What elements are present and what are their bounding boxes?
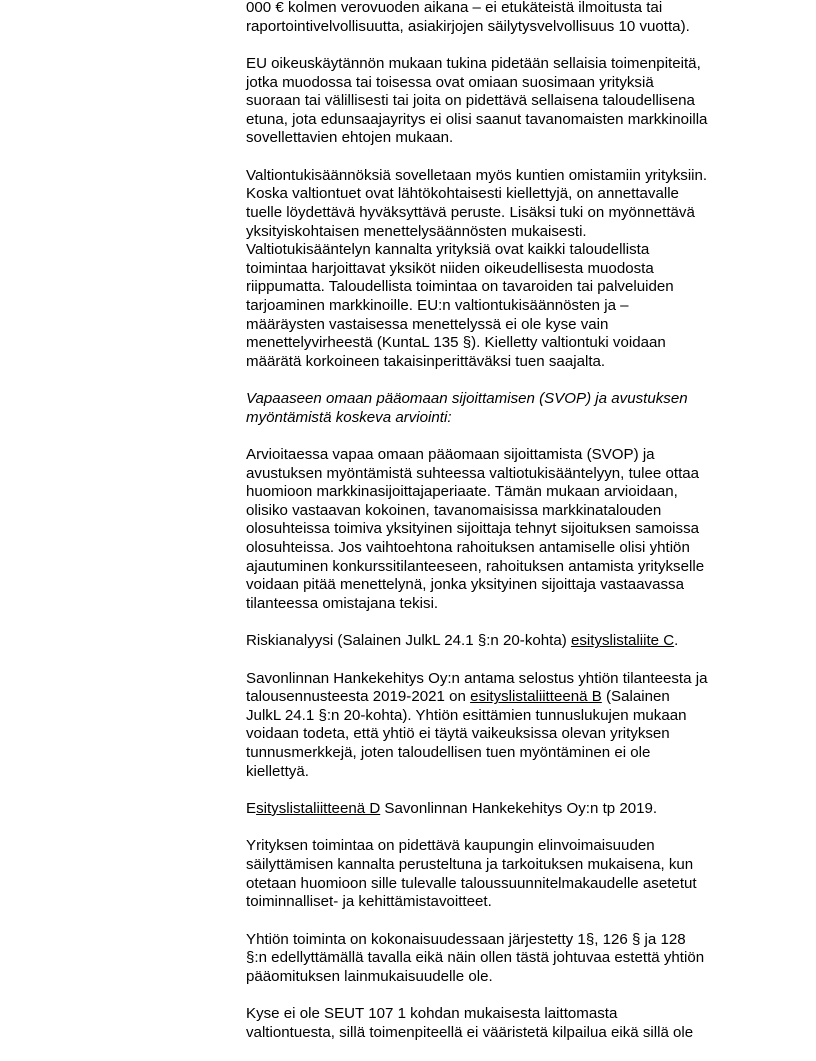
paragraph — [246, 632, 746, 651]
text-line: jotka muodossa tai toisessa ovat omiaan suosimaan yrityksiä — [246, 73, 654, 91]
text-line: Kyse ei ole SEUT 107 1 kohdan mukaisesta laittomasta — [246, 1005, 618, 1023]
text-line: Vapaaseen omaan pääomaan sijoittamisen (SVOP) ja avustuksen — [246, 390, 688, 408]
paragraph — [246, 931, 746, 987]
text-line: 000 € kolmen verovuoden aikana – ei etukäteistä ilmoitusta tai — [246, 0, 663, 16]
text-line: myöntämistä koskeva arviointi: — [246, 408, 452, 426]
text-line: valtiontuesta, sillä toimenpiteellä ei vääristetä kilpailua eikä sillä ole — [246, 1023, 694, 1041]
text-line: määräysten vastaisessa menettelyssä ei ole kyse vain — [246, 315, 609, 333]
document-page — [246, 0, 746, 1061]
text-line: menettelyvirheestä (KuntaL 135 §). Kielletty valtiontuki voidaan — [246, 334, 666, 352]
text-line: Valtiontukisäännöksiä sovelletaan myös kuntien omistamiin yrityksiin. — [246, 166, 708, 184]
text-segment: Riskianalyysi (Salainen JulkL 24.1 §:n 20-kohta) — [246, 632, 571, 650]
text-line: §:n edellyttämällä tavalla eikä näin ollen tästä johtuvaa estettä yhtiön — [246, 949, 705, 967]
text-line: tilanteessa omistajana tekisi. — [246, 594, 439, 612]
text-line: suoraan tai välillisesti tai joita on pidettävä sellaisena taloudellisena — [246, 92, 695, 110]
text-line: Arvioitaessa vapaa omaan pääomaan sijoittamista (SVOP) ja — [246, 446, 655, 464]
text-line: huomioon markkinasijoittajaperiaate. Tämän mukaan arvioidaan, — [246, 483, 678, 501]
text-line: raportointivelvollisuutta, asiakirjojen säilytysvelvollisuus 10 vuotta). — [246, 17, 690, 35]
paragraph — [246, 670, 746, 782]
text-line: JulkL 24.1 §:n 20-kohta). Yhtiön esittämien tunnuslukujen mukaan — [246, 706, 687, 724]
attachment-link[interactable]: sityslistaliitteenä D — [256, 799, 381, 817]
text-line: voidaan pitää menettelynä, jonka yksityinen sijoittaja vastaavassa — [246, 576, 684, 594]
text-line: toiminnalliset- ja kehittämistavoitteet. — [246, 893, 492, 911]
text-segment: Savonlinnan Hankekehitys Oy:n tp 2019. — [380, 799, 658, 817]
text-line: ajautuminen konkurssitilanteeseen, rahoituksen antamista yritykselle — [246, 557, 705, 575]
text-line: tunnusmerkkejä, joten taloudellisen tuen myöntäminen ei ole — [246, 743, 651, 761]
text-line: kiellettyä. — [246, 762, 309, 780]
paragraph — [246, 167, 746, 372]
text-line — [246, 800, 746, 819]
paragraph — [246, 446, 746, 613]
paragraph — [246, 55, 746, 148]
text-line: olisiko vastaavan kokoinen, tavanomaisissa markkinatalouden — [246, 501, 662, 519]
paragraph — [246, 800, 746, 819]
text-line: tarjoaminen markkinoille. EU:n valtiontukisäännösten ja – — [246, 296, 629, 314]
text-segment: . — [674, 632, 679, 650]
text-segment: talousennusteesta 2019-2021 on — [246, 688, 471, 706]
text-line — [246, 632, 746, 651]
text-line: olosuhteissa. Jos vaihtoehtona rahoituksen antamiselle olisi yhtiön — [246, 539, 690, 557]
text-segment: E — [246, 799, 257, 817]
text-line: Koska valtiontuet ovat lähtökohtaisesti kiellettyjä, on annettavalle — [246, 185, 679, 203]
text-line: olosuhteissa toimiva yksityinen sijoittaja tehnyt sijoituksen samoissa — [246, 520, 700, 538]
attachment-link[interactable]: esityslistaliite C — [570, 632, 675, 650]
text-line: sovellettavien ehtojen mukaan. — [246, 129, 454, 147]
text-line: Yhtiön toiminta on kokonaisuudessaan järjestetty 1§, 126 § ja 128 — [246, 930, 686, 948]
text-line — [246, 688, 746, 707]
text-line: avustuksen myöntämistä suhteessa valtiotukisääntelyyn, tulee ottaa — [246, 464, 700, 482]
text-line: Yrityksen toimintaa on pidettävä kaupungin elinvoimaisuuden — [246, 837, 655, 855]
text-line: yksityiskohtaisen menettelysäännösten mukaisesti. — [246, 222, 587, 240]
text-line: voidaan todeta, että yhtiö ei täytä vaikeuksissa olevan yrityksen — [246, 725, 670, 743]
paragraph — [246, 1005, 746, 1042]
paragraph — [246, 837, 746, 911]
text-line: EU oikeuskäytännön mukaan tukina pidetään sellaisia toimenpiteitä, — [246, 54, 701, 72]
text-line: pääomituksen lainmukaisuudelle ole. — [246, 967, 493, 985]
text-line: otetaan huomioon sille tulevalle taloussuunnitelmakaudelle asetetut — [246, 874, 697, 892]
text-line: tuelle löydettävä hyväksyttävä peruste. Lisäksi tuki on myönnettävä — [246, 203, 695, 221]
paragraph — [246, 390, 746, 427]
paragraph — [246, 0, 746, 36]
text-segment: (Salainen — [601, 688, 670, 706]
text-line: etuna, jota edunsaajayritys ei olisi saanut tavanomaisten markkinoilla — [246, 110, 708, 128]
text-line: Savonlinnan Hankekehitys Oy:n antama selostus yhtiön tilanteesta ja — [246, 669, 708, 687]
text-line: riippumatta. Taloudellista toimintaa on tavaroiden tai palveluiden — [246, 278, 674, 296]
text-line: säilyttämisen kannalta perusteltuna ja tarkoituksen mukaisena, kun — [246, 855, 694, 873]
text-line: Valtiotukisääntelyn kannalta yrityksiä ovat kaikki taloudellista — [246, 241, 650, 259]
text-line: määrätä korkoineen takaisinperittäväksi tuen saajalta. — [246, 352, 606, 370]
text-line: toimintaa harjoittavat yksiköt niiden oikeudellisesta muodosta — [246, 259, 654, 277]
attachment-link[interactable]: esityslistaliitteenä B — [470, 688, 602, 706]
